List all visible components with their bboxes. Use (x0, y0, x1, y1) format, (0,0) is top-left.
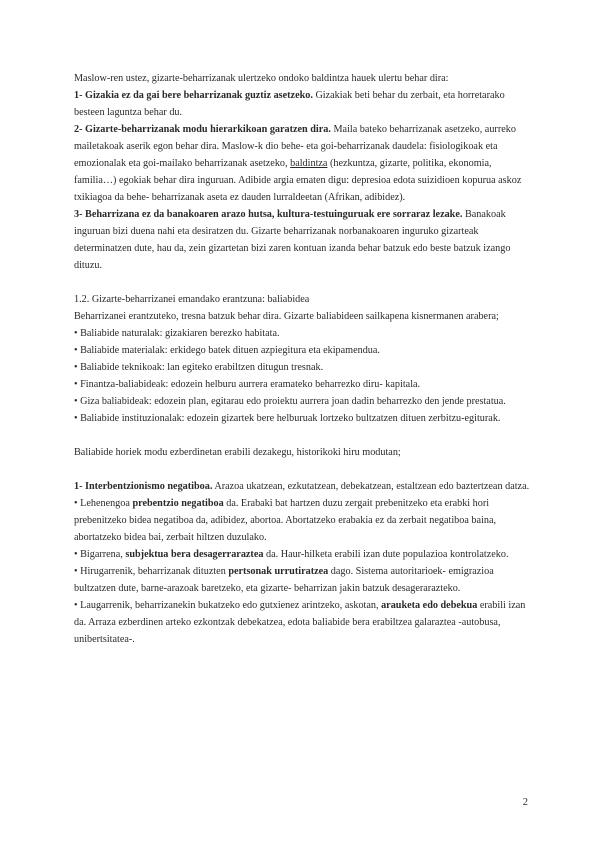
step-text: da. Haur-hilketa erabili izan dute populazioa kontrolatzeko. (263, 549, 509, 560)
step-bold: prebentzio negatiboa (132, 498, 224, 509)
resource-item: • Baliabide teknikoak: lan egiteko erabiltzen ditugun tresnak. (74, 362, 324, 373)
condition-3-text: Banakoak inguruan bizi duena nahi eta desiratzen du. Gizarte beharrizanak norbanakoaren inguruko gizarteak determinatzen dute, hau da, zein gizartetan bizi zaren kontuan izanda behar batzuk edo beste batzuk izango dituzu. (74, 209, 511, 271)
intervention-heading (74, 478, 536, 495)
step-item (74, 495, 536, 546)
section-title: 1.2. Gizarte-beharrizanei emandako erantzuna: baliabidea (74, 294, 310, 305)
usage-intro: Baliabide horiek modu ezberdinetan erabili dezakegu, historikoki hiru modutan; (74, 447, 401, 458)
condition-3 (74, 206, 536, 274)
resource-item: • Finantza-baliabideak: edozein helburu aurrera eramateko beharrezko diru- kapitala. (74, 379, 421, 390)
step-text: • Laugarrenik, beharrizanekin bukatzeko edo gutxienez arintzeko, askotan, (74, 600, 382, 611)
page-number: 2 (522, 797, 528, 808)
step-item (74, 597, 536, 648)
condition-2 (74, 121, 536, 206)
step-item (74, 546, 536, 563)
condition-2-text-after: (hezkuntza, gizarte, politika, ekonomia, familia…) egokiak behar dira inguruan. Adibide argia ematen digu: depresioa edota suizidioen kopurua askoz txikiagoa da behe- beharrizanak aseta ez dauden lurraldeetan (Afrikan, adibidez). (74, 158, 522, 203)
condition-1-text: Gizakiak beti behar du zerbait, eta horretarako besteen laguntza behar du. (74, 90, 505, 118)
page-content (74, 70, 536, 648)
step-item (74, 563, 536, 597)
step-bold: arauketa edo debekua (381, 600, 478, 611)
step-bold: pertsonak urrutiratzea (228, 566, 329, 577)
step-text: da. Erabaki bat hartzen duzu zergait prebenitzeko eta erabki hori prebenitzeko bidea negatiboa da, adibidez, abortoa. Abortatzeko erabakia ez da zerbait negatiboa baina, abortatzeko bidea bai, zerbait hiltzen duzulako. (74, 498, 497, 543)
step-text: erabili izan da. Arraza ezberdinen arteko ezkontzak debekatzea, edota baliabide bera erabiltzea galaraztea -autobusa, unibertsitatea-. (74, 600, 526, 645)
section-intro: Beharrizanei erantzuteko, tresna batzuk behar dira. Gizarte baliabideen sailkapena kisnermanen arabera; (74, 311, 499, 322)
step-text: • Lehenengoa (74, 498, 133, 509)
condition-1-title: 1- Gizakia ez da gai bere beharrizanak guztiz asetzeko. (74, 90, 313, 101)
spacer (74, 461, 536, 478)
resource-item: • Giza baliabideak: edozein plan, egitarau edo proiektu aurrera joan dadin beharrezko den jende prestatua. (74, 396, 506, 407)
resource-item: • Baliabide instituzionalak: edozein gizartek bere helburuak lortzeko bultzatzen dituen zerbitzu-egiturak. (74, 413, 501, 424)
condition-2-title: 2- Gizarte-beharrizanak modu hierarkikoan garatzen dira. (74, 124, 331, 135)
step-text: dago. Sistema autoritarioek- emigrazioa bultzatzen dute, barne-arazoak baretzeko, eta gizarte- beharrizan jakin batzuk desagerarazteko. (74, 566, 494, 594)
intervention-title: 1- Interbentzionismo negatiboa. (74, 481, 213, 492)
condition-3-title: 3- Beharrizana ez da banakoaren arazo hutsa, kultura-testuinguruak ere sorraraz lezake. (74, 209, 463, 220)
condition-1 (74, 87, 536, 121)
step-bold: subjektua bera desagerraraztea (125, 549, 264, 560)
condition-2-underlined-term: baldintza (290, 158, 328, 169)
intro-paragraph: Maslow-ren ustez, gizarte-beharrizanak ulertzeko ondoko baldintza hauek ulertu behar dira: (74, 73, 449, 84)
step-text: • Bigarrena, (74, 549, 126, 560)
condition-2-text-before: Maila bateko beharrizanak asetzeko, aurreko mailetakoak aserik egon behar dira. Maslow-k dio behe- eta goi-beharrizanak daudela: fisiologikoak eta emozionalak eta goi-mailako beharrizanak asetzeko, (74, 124, 516, 169)
resource-item: • Baliabide materialak: erkidego batek dituen azpiegitura eta ekipamendua. (74, 345, 380, 356)
resource-item: • Baliabide naturalak: gizakiaren berezko habitata. (74, 328, 280, 339)
spacer (74, 427, 536, 444)
spacer (74, 274, 536, 291)
step-text: • Hirugarrenik, beharrizanak dituzten (74, 566, 229, 577)
intervention-text: Arazoa ukatzean, ezkutatzean, debekatzean, estaltzean edo baztertzean datza. (212, 481, 530, 492)
